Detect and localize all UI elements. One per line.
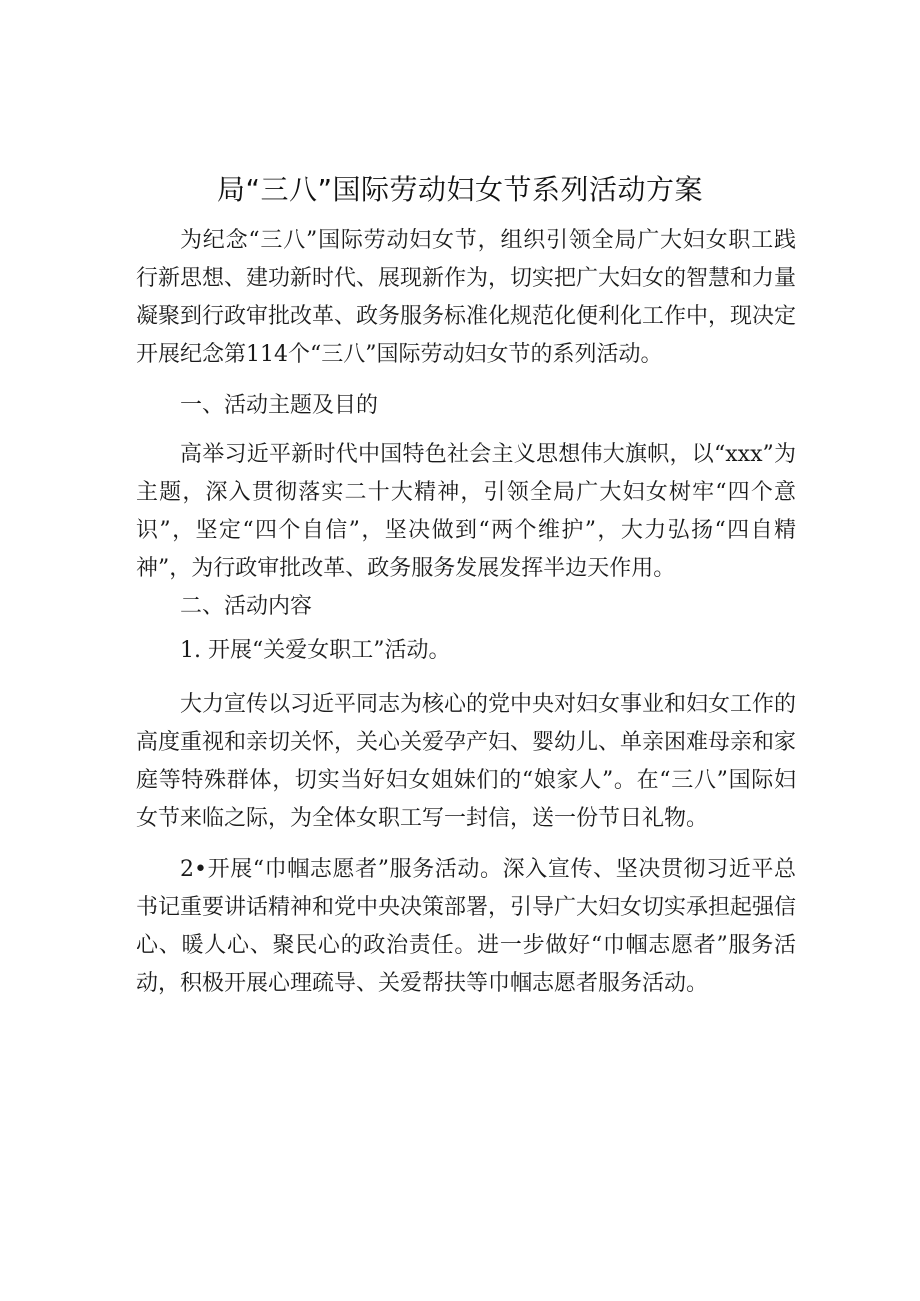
document-title: 局“三八”国际劳动妇女节系列活动方案 bbox=[216, 173, 703, 206]
intro-paragraph: 为纪念“三八”国际劳动妇女节，组织引领全局广大妇女职工践行新思想、建功新时代、展现新作为，切实把广大妇女的智慧和力量凝聚到行政审批改革、政务服务标准化规范化便利化工作中，现决定开展纪念第114个“三八”国际劳动妇女节的系列活动。 bbox=[136, 228, 797, 367]
theme-paragraph: 高举习近平新时代中国特色社会主义思想伟大旗帜，以“xxx”为主题，深入贯彻落实二十大精神，引领全局广大妇女树牢“四个意识”，坚定“四个自信”，坚决做到“两个维护”，大力弘扬“四自精神”，为行政审批改革、政务服务发展发挥半边天作用。 bbox=[136, 442, 796, 581]
volunteer-paragraph: 2•开展“巾帼志愿者”服务活动。深入宣传、坚决贯彻习近平总书记重要讲话精神和党中央决策部署，引导广大妇女切实承担起强信心、暖人心、聚民心的政治责任。进一步做好“巾帼志愿者”服务活动，积极开展心理疏导、关爱帮扶等巾帼志愿者服务活动。 bbox=[136, 857, 797, 996]
item-heading-care: 1. 开展“关爱女职工”活动。 bbox=[180, 638, 451, 663]
document-body bbox=[136, 222, 796, 1003]
section-heading-content: 二、活动内容 bbox=[180, 594, 313, 619]
care-paragraph: 大力宣传以习近平同志为核心的党中央对妇女事业和妇女工作的高度重视和亲切关怀，关心关爱孕产妇、婴幼儿、单亲困难母亲和家庭等特殊群体，切实当好妇女姐妹们的“娘家人”。在“三八”国际妇女节来临之际，为全体女职工写一封信，送一份节日礼物。 bbox=[136, 692, 797, 831]
section-heading-theme: 一、活动主题及目的 bbox=[180, 393, 379, 418]
